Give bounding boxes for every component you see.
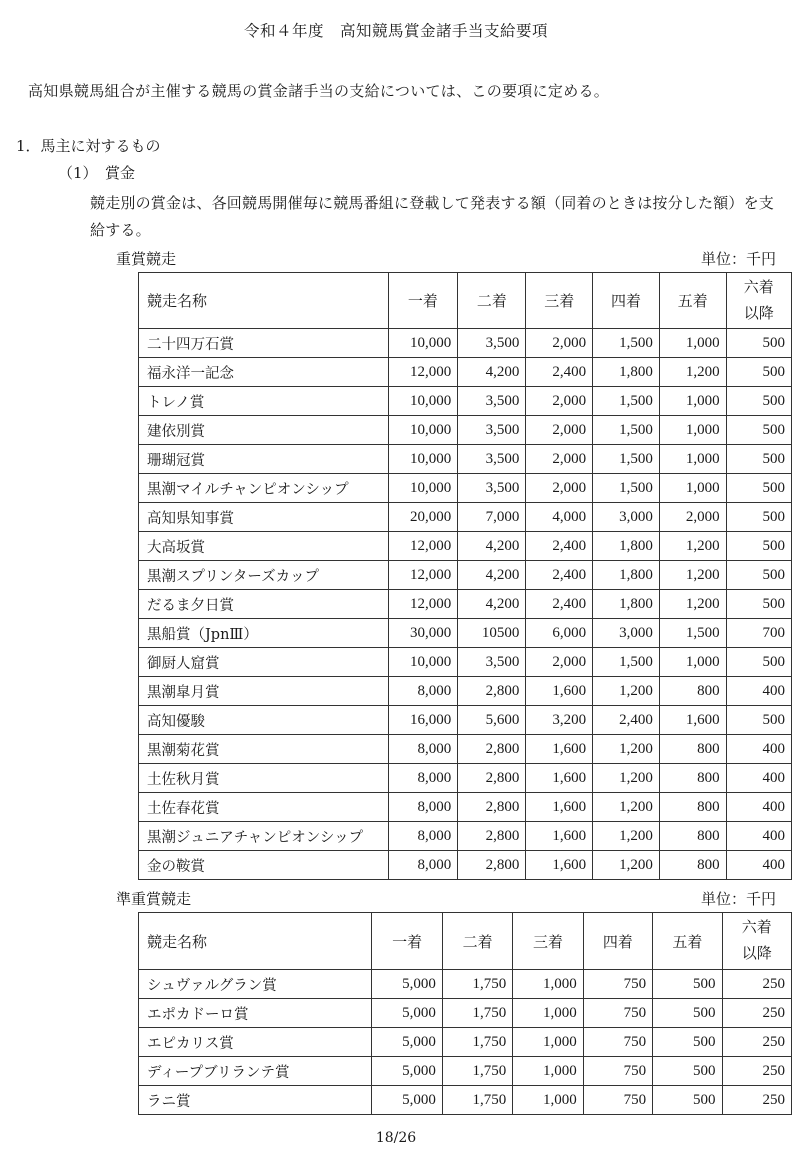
prize-sixth: 700 (726, 619, 791, 648)
table-row (139, 822, 792, 851)
prize-fourth: 1,800 (593, 561, 660, 590)
prize-second: 2,800 (458, 735, 526, 764)
prize-first: 10,000 (388, 387, 458, 416)
prize-first: 8,000 (388, 764, 458, 793)
col-third: 三着 (513, 913, 583, 970)
col-second: 二着 (442, 913, 512, 970)
race-name: 建依別賞 (139, 416, 389, 445)
prize-sixth: 400 (726, 677, 791, 706)
race-name: ラニ賞 (139, 1086, 372, 1115)
prize-fifth: 1,000 (659, 445, 726, 474)
prize-first: 12,000 (388, 561, 458, 590)
prize-second: 5,600 (458, 706, 526, 735)
prize-sixth: 500 (726, 532, 791, 561)
race-name: トレノ賞 (139, 387, 389, 416)
prize-fourth: 750 (583, 1086, 652, 1115)
table-row (139, 329, 792, 358)
prize-third: 1,000 (513, 1057, 583, 1086)
prize-third: 2,400 (526, 358, 593, 387)
col-sixth-line1: 六着 (743, 279, 774, 296)
prize-third: 1,600 (526, 677, 593, 706)
prize-third: 2,400 (526, 532, 593, 561)
prize-fourth: 1,200 (593, 764, 660, 793)
prize-first: 20,000 (388, 503, 458, 532)
prize-fourth: 1,500 (593, 387, 660, 416)
prize-fourth: 750 (583, 1028, 652, 1057)
prize-fifth: 1,200 (659, 358, 726, 387)
table-row (139, 503, 792, 532)
prize-sixth: 250 (722, 1057, 791, 1086)
col-fifth: 五着 (653, 913, 722, 970)
table-row (139, 764, 792, 793)
semi-prize-table (138, 912, 792, 1115)
race-name: エポカドーロ賞 (139, 999, 372, 1028)
prize-fifth: 1,000 (659, 387, 726, 416)
prize-second: 7,000 (458, 503, 526, 532)
table-row (139, 677, 792, 706)
prize-sixth: 400 (726, 851, 791, 880)
prize-fifth: 800 (659, 822, 726, 851)
prize-fifth: 1,200 (659, 590, 726, 619)
prize-sixth: 500 (726, 358, 791, 387)
race-name: 土佐春花賞 (139, 793, 389, 822)
col-name: 競走名称 (139, 273, 389, 329)
race-name: 黒船賞（JpnⅢ） (139, 619, 389, 648)
race-name: 高知優駿 (139, 706, 389, 735)
prize-second: 3,500 (458, 648, 526, 677)
table-row (139, 619, 792, 648)
prize-first: 5,000 (372, 999, 442, 1028)
section-paragraph: 競走別の賞金は、各回競馬開催毎に競馬番組に登載して発表する額（同着のときは按分した額）を支給する。 (90, 194, 775, 239)
race-name: 二十四万石賞 (139, 329, 389, 358)
col-fourth: 四着 (593, 273, 660, 329)
prize-fourth: 1,200 (593, 851, 660, 880)
prize-sixth: 250 (722, 1086, 791, 1115)
prize-first: 10,000 (388, 329, 458, 358)
prize-second: 2,800 (458, 677, 526, 706)
graded-caption: 重賞競走 (116, 250, 177, 268)
prize-sixth: 500 (726, 329, 791, 358)
intro-text: 高知県競馬組合が主催する競馬の賞金諸手当の支給については、この要項に定める。 (28, 82, 610, 100)
col-sixth (722, 913, 791, 970)
table-row (139, 590, 792, 619)
prize-fourth: 1,800 (593, 590, 660, 619)
col-fourth: 四着 (583, 913, 652, 970)
semi-caption: 準重賞競走 (116, 890, 192, 908)
prize-first: 12,000 (388, 358, 458, 387)
prize-fourth: 1,200 (593, 735, 660, 764)
race-name: 黒潮皐月賞 (139, 677, 389, 706)
race-name: 御厨人窟賞 (139, 648, 389, 677)
prize-fifth: 1,200 (659, 561, 726, 590)
col-sixth-line2: 以降 (743, 305, 774, 322)
table-row (139, 851, 792, 880)
table-row (139, 793, 792, 822)
prize-first: 8,000 (388, 735, 458, 764)
prize-fifth: 800 (659, 677, 726, 706)
col-second: 二着 (458, 273, 526, 329)
prize-second: 1,750 (442, 1028, 512, 1057)
prize-first: 5,000 (372, 970, 442, 999)
prize-fifth: 800 (659, 735, 726, 764)
prize-second: 3,500 (458, 474, 526, 503)
prize-third: 1,000 (513, 1086, 583, 1115)
prize-second: 3,500 (458, 416, 526, 445)
race-name: 大高坂賞 (139, 532, 389, 561)
prize-fifth: 800 (659, 851, 726, 880)
race-name: だるま夕日賞 (139, 590, 389, 619)
col-sixth (726, 273, 791, 329)
table-row (139, 474, 792, 503)
race-name: エピカリス賞 (139, 1028, 372, 1057)
semi-unit: 単位：千円 (700, 890, 776, 908)
prize-first: 10,000 (388, 416, 458, 445)
prize-first: 10,000 (388, 474, 458, 503)
prize-second: 1,750 (442, 1057, 512, 1086)
table-row (139, 561, 792, 590)
prize-fifth: 500 (653, 1057, 722, 1086)
prize-fourth: 1,800 (593, 532, 660, 561)
prize-first: 8,000 (388, 793, 458, 822)
semi-table-body (139, 970, 792, 1115)
table-header-row (139, 913, 792, 970)
col-sixth-line2: 以降 (741, 946, 772, 962)
prize-sixth: 500 (726, 474, 791, 503)
prize-fourth: 1,500 (593, 445, 660, 474)
prize-third: 1,000 (513, 1028, 583, 1057)
prize-third: 2,000 (526, 387, 593, 416)
prize-second: 3,500 (458, 387, 526, 416)
prize-third: 1,000 (513, 970, 583, 999)
prize-third: 2,000 (526, 474, 593, 503)
prize-sixth: 400 (726, 735, 791, 764)
race-name: シュヴァルグラン賞 (139, 970, 372, 999)
prize-first: 8,000 (388, 851, 458, 880)
table-row (139, 999, 792, 1028)
prize-sixth: 250 (722, 1028, 791, 1057)
table-row (139, 1028, 792, 1057)
prize-third: 1,600 (526, 822, 593, 851)
prize-sixth: 500 (726, 590, 791, 619)
prize-fifth: 1,600 (659, 706, 726, 735)
prize-second: 4,200 (458, 532, 526, 561)
prize-fourth: 1,500 (593, 329, 660, 358)
prize-sixth: 400 (726, 793, 791, 822)
prize-third: 2,400 (526, 561, 593, 590)
prize-fourth: 750 (583, 970, 652, 999)
prize-sixth: 400 (726, 764, 791, 793)
page-number: 18/26 (375, 1130, 417, 1146)
prize-second: 2,800 (458, 764, 526, 793)
prize-third: 4,000 (526, 503, 593, 532)
prize-fourth: 3,000 (593, 619, 660, 648)
prize-third: 1,600 (526, 793, 593, 822)
col-first: 一着 (372, 913, 442, 970)
prize-fifth: 1,000 (659, 329, 726, 358)
col-first: 一着 (388, 273, 458, 329)
prize-second: 3,500 (458, 329, 526, 358)
col-sixth-line1: 六着 (741, 920, 772, 936)
prize-fourth: 1,200 (593, 822, 660, 851)
prize-first: 5,000 (372, 1028, 442, 1057)
subsection-heading: （1） 賞金 (58, 164, 136, 182)
prize-sixth: 500 (726, 387, 791, 416)
prize-fourth: 1,800 (593, 358, 660, 387)
prize-third: 2,000 (526, 329, 593, 358)
prize-third: 3,200 (526, 706, 593, 735)
prize-fifth: 500 (653, 970, 722, 999)
table-row (139, 445, 792, 474)
race-name: 珊瑚冠賞 (139, 445, 389, 474)
prize-fifth: 1,500 (659, 619, 726, 648)
table-header-row (139, 273, 792, 329)
col-third: 三着 (526, 273, 593, 329)
prize-first: 10,000 (388, 648, 458, 677)
prize-sixth: 500 (726, 503, 791, 532)
col-fifth: 五着 (659, 273, 726, 329)
prize-second: 2,800 (458, 851, 526, 880)
prize-fourth: 1,200 (593, 677, 660, 706)
table-row (139, 970, 792, 999)
prize-fifth: 500 (653, 1086, 722, 1115)
prize-third: 1,600 (526, 735, 593, 764)
prize-second: 1,750 (442, 970, 512, 999)
prize-fifth: 800 (659, 793, 726, 822)
prize-first: 12,000 (388, 532, 458, 561)
prize-first: 8,000 (388, 822, 458, 851)
prize-fourth: 750 (583, 1057, 652, 1086)
graded-table-body (139, 329, 792, 880)
prize-third: 2,000 (526, 416, 593, 445)
race-name: ディープブリランテ賞 (139, 1057, 372, 1086)
prize-second: 3,500 (458, 445, 526, 474)
race-name: 金の鞍賞 (139, 851, 389, 880)
table-row (139, 387, 792, 416)
prize-fourth: 3,000 (593, 503, 660, 532)
prize-first: 5,000 (372, 1086, 442, 1115)
prize-sixth: 500 (726, 445, 791, 474)
race-name: 高知県知事賞 (139, 503, 389, 532)
prize-first: 30,000 (388, 619, 458, 648)
prize-fourth: 2,400 (593, 706, 660, 735)
col-name: 競走名称 (139, 913, 372, 970)
prize-fifth: 1,200 (659, 532, 726, 561)
prize-fifth: 500 (653, 1028, 722, 1057)
prize-sixth: 400 (726, 822, 791, 851)
prize-fifth: 1,000 (659, 648, 726, 677)
prize-third: 2,000 (526, 648, 593, 677)
race-name: 黒潮マイルチャンピオンシップ (139, 474, 389, 503)
prize-second: 2,800 (458, 793, 526, 822)
table-row (139, 416, 792, 445)
prize-fourth: 750 (583, 999, 652, 1028)
prize-first: 16,000 (388, 706, 458, 735)
race-name: 福永洋一記念 (139, 358, 389, 387)
table-row (139, 1086, 792, 1115)
prize-sixth: 500 (726, 648, 791, 677)
prize-fourth: 1,500 (593, 416, 660, 445)
prize-second: 2,800 (458, 822, 526, 851)
table-row (139, 735, 792, 764)
prize-second: 4,200 (458, 590, 526, 619)
prize-sixth: 500 (726, 416, 791, 445)
graded-unit: 単位：千円 (700, 250, 776, 268)
prize-second: 1,750 (442, 999, 512, 1028)
prize-fifth: 1,000 (659, 416, 726, 445)
prize-third: 1,000 (513, 999, 583, 1028)
prize-fifth: 2,000 (659, 503, 726, 532)
table-row (139, 706, 792, 735)
prize-sixth: 500 (726, 706, 791, 735)
table-row (139, 358, 792, 387)
prize-second: 4,200 (458, 358, 526, 387)
prize-third: 2,400 (526, 590, 593, 619)
prize-second: 1,750 (442, 1086, 512, 1115)
prize-sixth: 250 (722, 999, 791, 1028)
race-name: 黒潮スプリンターズカップ (139, 561, 389, 590)
table-row (139, 532, 792, 561)
section-heading: 1．馬主に対するもの (16, 137, 161, 155)
prize-first: 12,000 (388, 590, 458, 619)
prize-second: 4,200 (458, 561, 526, 590)
prize-fifth: 1,000 (659, 474, 726, 503)
prize-second: 10500 (458, 619, 526, 648)
prize-sixth: 500 (726, 561, 791, 590)
prize-third: 6,000 (526, 619, 593, 648)
race-name: 土佐秋月賞 (139, 764, 389, 793)
race-name: 黒潮菊花賞 (139, 735, 389, 764)
table-row (139, 648, 792, 677)
prize-first: 8,000 (388, 677, 458, 706)
page-title: 令和４年度 高知競馬賞金諸手当支給要項 (243, 22, 548, 40)
prize-fourth: 1,200 (593, 793, 660, 822)
table-row (139, 1057, 792, 1086)
prize-fourth: 1,500 (593, 648, 660, 677)
prize-third: 2,000 (526, 445, 593, 474)
prize-sixth: 250 (722, 970, 791, 999)
prize-first: 10,000 (388, 445, 458, 474)
graded-prize-table (138, 272, 792, 880)
prize-third: 1,600 (526, 851, 593, 880)
prize-first: 5,000 (372, 1057, 442, 1086)
prize-third: 1,600 (526, 764, 593, 793)
prize-fifth: 800 (659, 764, 726, 793)
prize-fifth: 500 (653, 999, 722, 1028)
race-name: 黒潮ジュニアチャンピオンシップ (139, 822, 389, 851)
prize-fourth: 1,500 (593, 474, 660, 503)
